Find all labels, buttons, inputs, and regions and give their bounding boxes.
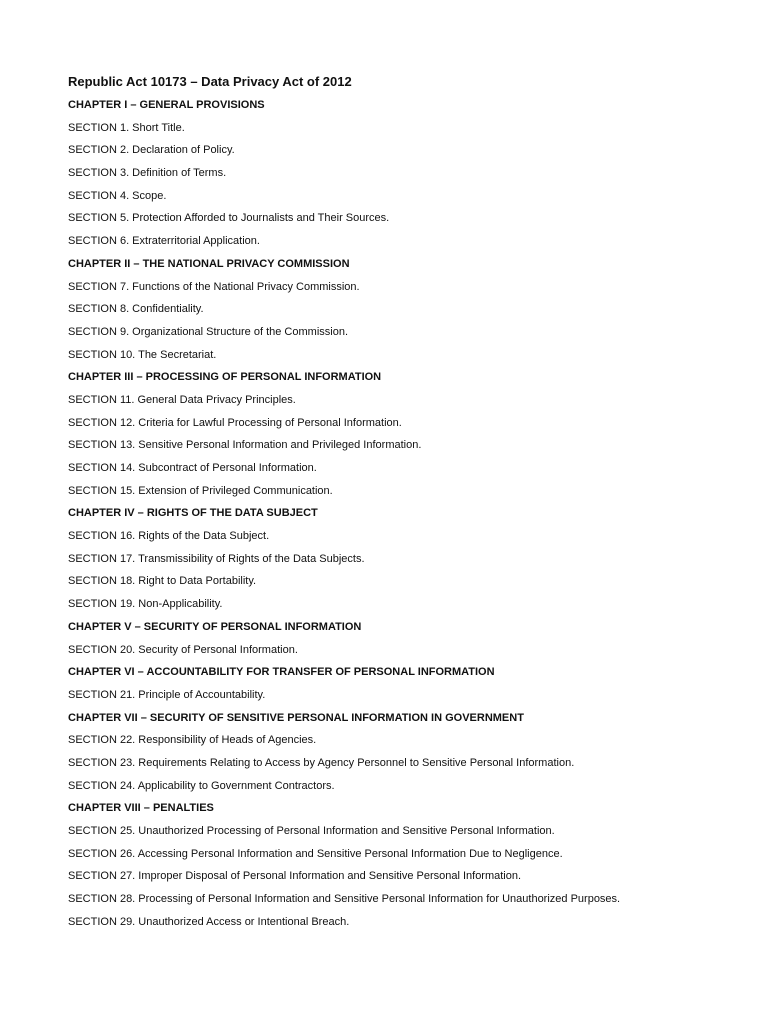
section-item: SECTION 21. Principle of Accountability. xyxy=(68,688,266,701)
section-item: SECTION 27. Improper Disposal of Personal Information and Sensitive Personal Information. xyxy=(68,870,522,883)
section-item: SECTION 28. Processing of Personal Information and Sensitive Personal Information for Unauthorized Purposes. xyxy=(68,893,621,906)
chapter-heading: CHAPTER IV – RIGHTS OF THE DATA SUBJECT xyxy=(68,507,318,520)
section-item: SECTION 19. Non-Applicability. xyxy=(68,598,223,611)
section-item: SECTION 20. Security of Personal Information. xyxy=(68,643,298,656)
section-item: SECTION 22. Responsibility of Heads of Agencies. xyxy=(68,734,317,747)
chapter-heading: CHAPTER I – GENERAL PROVISIONS xyxy=(68,99,265,111)
section-item: SECTION 24. Applicability to Government Contractors. xyxy=(68,779,335,792)
section-item: SECTION 14. Subcontract of Personal Information. xyxy=(68,462,317,474)
section-item: SECTION 17. Transmissibility of Rights of the Data Subjects. xyxy=(68,552,365,565)
section-item: SECTION 2. Declaration of Policy. xyxy=(68,144,235,157)
section-item: SECTION 5. Protection Afforded to Journalists and Their Sources. xyxy=(68,212,390,225)
chapter-heading: CHAPTER V – SECURITY OF PERSONAL INFORMATION xyxy=(68,620,362,633)
section-item: SECTION 12. Criteria for Lawful Processing of Personal Information. xyxy=(68,416,402,429)
chapter-heading: CHAPTER VI – ACCOUNTABILITY FOR TRANSFER OF PERSONAL INFORMATION xyxy=(68,666,495,679)
section-item: SECTION 25. Unauthorized Processing of Personal Information and Sensitive Personal Information. xyxy=(68,825,555,837)
section-item: SECTION 16. Rights of the Data Subject. xyxy=(68,530,270,543)
section-item: SECTION 18. Right to Data Portability. xyxy=(68,575,257,588)
chapter-heading: CHAPTER VIII – PENALTIES xyxy=(68,802,214,815)
section-item: SECTION 8. Confidentiality. xyxy=(68,303,204,316)
section-item: SECTION 3. Definition of Terms. xyxy=(68,167,227,180)
section-item: SECTION 23. Requirements Relating to Access by Agency Personnel to Sensitive Personal Information. xyxy=(68,756,575,769)
section-item: SECTION 11. General Data Privacy Principles. xyxy=(68,393,296,406)
section-item: SECTION 29. Unauthorized Access or Intentional Breach. xyxy=(68,915,350,928)
chapter-heading: CHAPTER VII – SECURITY OF SENSITIVE PERSONAL INFORMATION IN GOVERNMENT xyxy=(68,711,524,724)
section-item: SECTION 26. Accessing Personal Information and Sensitive Personal Information Due to Negligence. xyxy=(68,847,563,860)
chapter-heading: CHAPTER III – PROCESSING OF PERSONAL INFORMATION xyxy=(68,371,382,384)
document-page xyxy=(68,73,748,933)
section-item: SECTION 9. Organizational Structure of the Commission. xyxy=(68,325,348,338)
chapter-heading: CHAPTER II – THE NATIONAL PRIVACY COMMISSION xyxy=(68,257,350,270)
section-item: SECTION 7. Functions of the National Privacy Commission. xyxy=(68,280,360,293)
section-item: SECTION 4. Scope. xyxy=(68,189,167,202)
section-item: SECTION 15. Extension of Privileged Communication. xyxy=(68,484,333,497)
table-of-contents xyxy=(68,94,748,933)
section-item: SECTION 10. The Secretariat. xyxy=(68,348,217,361)
document-title: Republic Act 10173 – Data Privacy Act of 2012 xyxy=(68,74,352,89)
section-item: SECTION 6. Extraterritorial Application. xyxy=(68,235,260,248)
section-item: SECTION 13. Sensitive Personal Information and Privileged Information. xyxy=(68,439,422,452)
section-item: SECTION 1. Short Title. xyxy=(68,121,185,134)
